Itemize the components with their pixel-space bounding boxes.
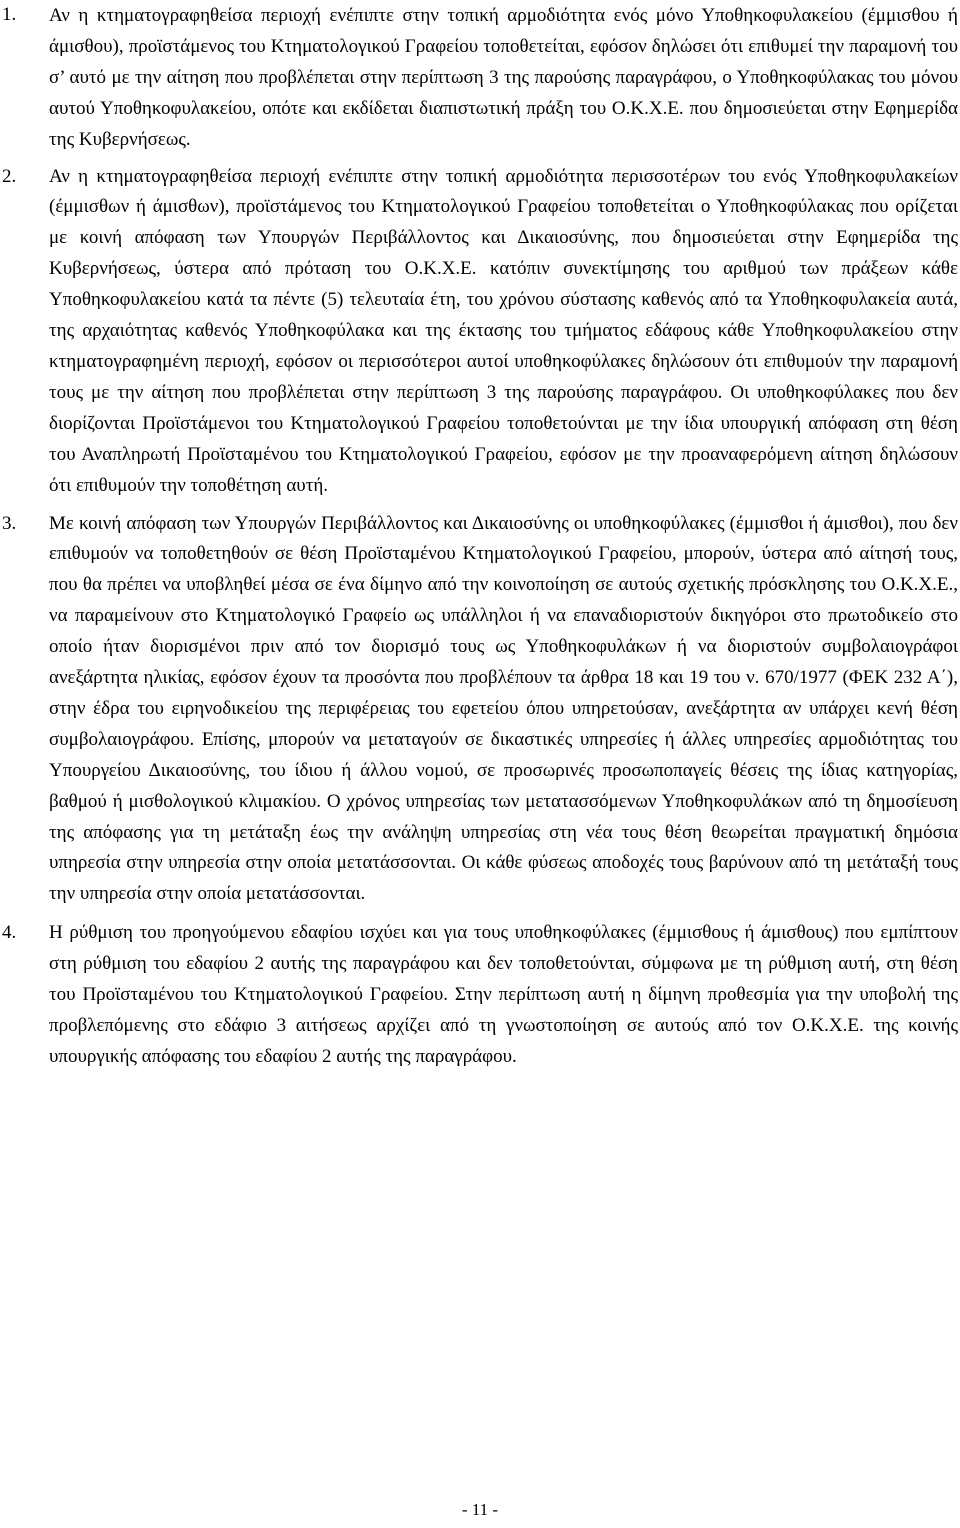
- item-number: 3.: [2, 512, 17, 534]
- item-number: 1.: [2, 4, 17, 25]
- list-item: [0, 918, 960, 1073]
- list-item: [0, 0, 960, 156]
- item-number: 2.: [2, 165, 17, 187]
- item-number: 4.: [2, 922, 17, 944]
- page-number: - 11 -: [461, 1500, 499, 1519]
- item-text: Αν η κτηματογραφηθείσα περιοχή ενέπιπτε στην τοπική αρμοδιότητα ενός μόνο Υποθηκοφυλακείου (έμμισθου ή άμισθου), προϊστάμενος του Κτηματολογικού Γραφείου τοποθετείται, εφόσον δηλώσει ότι επιθυμεί την παραμονή του σ’ αυτό με την αίτηση που προβλέπεται στην περίπτωση 3 της παρούσης παραγράφου, ο Υποθηκοφύλακας του μόνου αυτού Υποθηκοφυλακείου, οπότε και εκδίδεται διαπιστωτική πράξη του Ο.Κ.Χ.Ε. που δημοσιεύεται στην Εφημερίδα της Κυβερνήσεως.: [49, 5, 958, 150]
- list-item: [0, 162, 960, 502]
- item-text: Η ρύθμιση του προηγούμενου εδαφίου ισχύει και για τους υποθηκοφύλακες (έμμισθους ή άμισθους) που εμπίπτουν στη ρύθμιση του εδαφίου 2 αυτής της παραγράφου και δεν τοποθετούνται, σύμφωνα με τη ρύθμιση αυτή, στη θέση του Προϊσταμένου του Κτηματολογικού Γραφείου. Στην περίπτωση αυτή η δίμηνη προθεσμία για την υποβολή της προβλεπόμενης στο εδάφιο 3 αιτήσεως αρχίζει από τη γνωστοποίηση σε αυτούς από τον Ο.Κ.Χ.Ε. της κοινής υπουργικής απόφασης του εδαφίου 2 αυτής της παραγράφου.: [49, 922, 958, 1067]
- item-text: Αν η κτηματογραφηθείσα περιοχή ενέπιπτε στην τοπική αρμοδιότητα περισσοτέρων του ενός Υποθηκοφυλακείων (έμμισθων ή άμισθων), προϊστάμενος του Κτηματολογικού Γραφείου τοποθετείται ο Υποθηκοφύλακας που ορίζεται με κοινή απόφαση των Υπουργών Περιβάλλοντος και Δικαιοσύνης, που δημοσιεύεται στην Εφημερίδα της Κυβερνήσεως, ύστερα από πρόταση του Ο.Κ.Χ.Ε. κατόπιν συνεκτίμησης του αριθμού των πράξεων κάθε Υποθηκοφυλακείου κατά τα πέντε (5) τελευταία έτη, του χρόνου σύστασης καθενός από τα Υποθηκοφυλακεία αυτά, της αρχαιότητας καθενός Υποθηκοφύλακα και της έκτασης του τμήματος εδάφους κάθε Υποθηκοφυλακείου στην κτηματογραφημένη περιοχή, εφόσον οι περισσότεροι αυτοί υποθηκοφύλακες δηλώσουν ότι επιθυμούν την παραμονή τους με την αίτηση που προβλέπεται στην περίπτωση 3 της παρούσης παραγράφου. Οι υποθηκοφύλακες που δεν διορίζονται Προϊστάμενοι του Κτηματολογικού Γραφείου τοποθετούνται με την ίδια υπουργική απόφαση στη θέση του Αναπληρωτή Προϊσταμένου του Κτηματολογικού Γραφείου, εφόσον με την προαναφερόμενη αίτηση δηλώσουν ότι επιθυμούν την τοποθέτηση αυτή.: [49, 165, 958, 496]
- item-text: Με κοινή απόφαση των Υπουργών Περιβάλλοντος και Δικαιοσύνης οι υποθηκοφύλακες (έμμισθοι ή άμισθοι), που δεν επιθυμούν να τοποθετηθούν σε θέση Προϊσταμένου Κτηματολογικού Γραφείου, μπορούν, ύστερα από αίτησή τους, που θα πρέπει να υποβληθεί μέσα σε ένα δίμηνο από την κοινοποίηση σε αυτούς σχετικής πρόσκλησης του Ο.Κ.Χ.Ε., να παραμείνουν στο Κτηματολογικό Γραφείο ως υπάλληλοι ή να επαναδιοριστούν δικηγόροι στο πρωτοδικείο στο οποίο ήταν διορισμένοι πριν από τον διορισμό τους ως Υποθηκοφυλάκων ή να διοριστούν συμβολαιογράφοι ανεξάρτητα ηλικίας, εφόσον έχουν τα προσόντα που προβλέπουν τα άρθρα 18 και 19 του ν. 670/1977 (ΦΕΚ 232 Α΄), στην έδρα του ειρηνοδικείου της περιφέρειας του εφετείου όπου υπηρετούσαν, ανεξάρτητα αν υπάρχει κενή θέση συμβολαιογράφου. Επίσης, μπορούν να μεταταγούν σε δικαστικές υπηρεσίες ή άλλες υπηρεσίες αρμοδιότητας του Υπουργείου Δικαιοσύνης, του ίδιου ή άλλου νομού, σε προσωρινές προσωποπαγείς θέσεις της ίδιας κατηγορίας, βαθμού ή μισθολογικού κλιμακίου. Ο χρόνος υπηρεσίας των μετατασσόμενων Υποθηκοφυλάκων από τη δημοσίευση της απόφασης για τη μετάταξη έως την ανάληψη υπηρεσίας στη νέα τους θέση θεωρείται πραγματική δημόσια υπηρεσία στην υπηρεσία στην οποία μετατάσσονται. Οι κάθε φύσεως αποδοχές τους βαρύνουν από τη μετάταξή τους την υπηρεσία στην οποία μετατάσσονται.: [49, 512, 958, 905]
- list-item: [0, 509, 960, 911]
